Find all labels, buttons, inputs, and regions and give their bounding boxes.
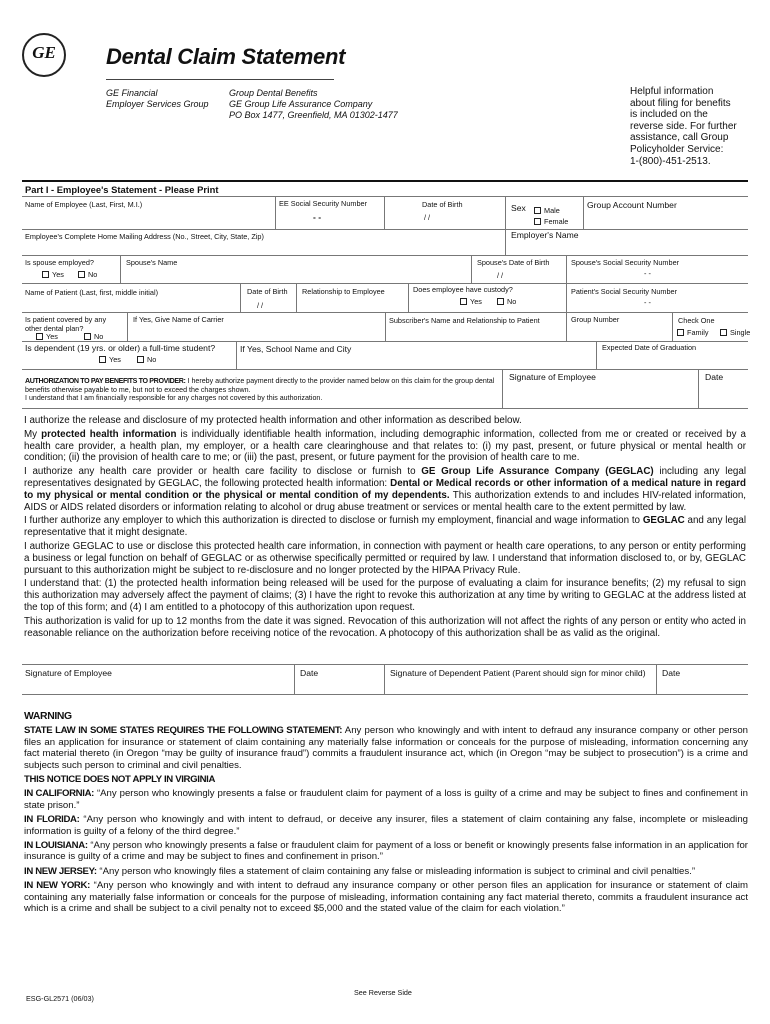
auth-date-label: Date (300, 668, 319, 678)
company-left (106, 88, 209, 110)
company-right-line: GE Group Life Assurance Company (229, 99, 373, 109)
divider (384, 664, 385, 694)
auth-paragraph (24, 429, 746, 464)
form-rule (22, 694, 748, 695)
custody-no-checkbox[interactable] (497, 298, 516, 307)
spouse-dob-slashes: / / (497, 271, 504, 280)
checkbox-box[interactable] (78, 271, 85, 278)
auth-signature-label: Signature of Employee (25, 668, 112, 678)
yes-label: Yes (109, 355, 121, 364)
checkbox-box[interactable] (137, 356, 144, 363)
helpful-line: Policyholder Service: (630, 143, 724, 155)
dependent-yes-checkbox[interactable] (99, 356, 121, 365)
auth-paragraph: I authorize the release and disclosure of my protected health information and other information as described below. (24, 415, 522, 426)
patient-name-label: Name of Patient (Last, first, middle initial) (25, 288, 159, 297)
auth-paragraph (24, 515, 746, 539)
form-rule (22, 229, 748, 230)
text: Any person who knowingly and with intent to defraud any insurance company or other person files an application for insurance or statement of claim containing any materially false information or conceals for the purpose of misleading, information concerning any fact material thereto (in Oregon “may be guilty of insurance fraud”) commits a fraudulent insurance act, which (in Oregon “may be subject to prosecution”) is a crime and subjects such person to criminal and civil penalties. (24, 725, 748, 771)
school-label: If Yes, School Name and City (240, 344, 352, 354)
checkbox-box[interactable] (84, 333, 91, 340)
divider (698, 369, 699, 408)
title-underline (106, 79, 334, 80)
text: and any legal representative that it might designate. (24, 515, 746, 539)
female-label: Female (544, 217, 569, 226)
patient-ssn-label: Patient's Social Security Number (571, 287, 678, 296)
spouse-dob-label: Spouse's Date of Birth (477, 258, 550, 267)
divider (505, 196, 506, 230)
checkbox-box[interactable] (720, 329, 727, 336)
ge-logo-text: GE (32, 43, 56, 62)
text: I further authorize any employer to which this authorization is directed to disclose or furnish my employment, financial and wage information to (24, 515, 643, 527)
auth-paragraph: I authorize GEGLAC to use or disclose this protected health care information, in connection with payment or health care operations, to any person or entity performing a business or legal function on behalf of GEGLAC or as otherwise specifically permitted or required by law. I understand that information disclosed to, or by, GEGLAC pursuant to this authorization might be subject to re-disclosure and no longer protected by the HIPAA Privacy Rule. (24, 540, 746, 576)
company-left-line: GE Financial (106, 88, 158, 98)
text: “Any person who knowingly presents a false or fraudulent claim for payment of a loss or benefit or knowingly presents false information in an application for insurance is guilty of a crime and may be subject to fines and confinement in prison.” (24, 840, 749, 863)
patient-dob-label: Date of Birth (247, 287, 288, 296)
divider (596, 341, 597, 369)
divider (471, 255, 472, 283)
text: “Any person who knowingly and with intent to defraud, or deceive any insurer, files a statement of claim containing any false, incomplete or misleading information is guilty of a felony of the third degree.” (24, 814, 748, 837)
divider (566, 312, 567, 342)
checkbox-box[interactable] (497, 298, 504, 305)
auth-paragraph: I understand that: (1) the protected health information being released will be used for the purpose of evaluating a claim for insurance benefits; (2) my refusal to sign this authorization may adversely affect the payment of claims; (3) I have the right to revoke this authorization at any time by writing to GEGLAC at the address listed at the top of this form; and (4) I am entitled to a photocopy of this authorization upon request. (24, 578, 746, 613)
employee-dob-slashes: / / (424, 213, 431, 222)
spouse-ssn-label: Spouse's Social Security Number (571, 258, 680, 267)
other-dental-line: Is patient covered by any (25, 315, 107, 324)
dependent-date-label: Date (662, 668, 681, 678)
address-label: Employee's Complete Home Mailing Address (No., Street, City, State, Zip) (25, 232, 264, 241)
divider (583, 196, 584, 230)
text: including any legal representatives designated by GEGLAC, the following protected health information: (24, 466, 746, 489)
company-left-line: Employer Services Group (106, 99, 209, 109)
text: is individually identifiable health information, including demographic information, collected from me or created or received by a health care provider, a health plan, my employer, or a health care clearinghouse and that relates to: (i) my past, present, or future physical or mental health or condition; (ii) the provision of health care to me; or (iii) the past, present, or future payment for the provision of health care to me. (24, 428, 746, 464)
divider (672, 312, 673, 342)
part1-title: Part I - Employee's Statement - Please Print (25, 184, 219, 195)
family-label: Family (687, 328, 709, 337)
helpful-line: reverse side. For further (630, 120, 737, 132)
new-york-notice (24, 880, 748, 914)
checkbox-box[interactable] (677, 329, 684, 336)
helpful-info (630, 86, 760, 167)
group-account-label: Group Account Number (587, 200, 677, 210)
warning-paragraph (24, 725, 748, 771)
graduation-label: Expected Date of Graduation (602, 343, 697, 352)
company-right-line: Group Dental Benefits (229, 88, 318, 98)
virginia-notice: THIS NOTICE DOES NOT APPLY IN VIRGINIA (24, 774, 216, 786)
divider (566, 255, 567, 283)
checkbox-box[interactable] (534, 218, 541, 225)
page-title: Dental Claim Statement (106, 44, 346, 69)
auth-paragraph (24, 466, 746, 513)
divider (384, 196, 385, 230)
form-rule (22, 664, 748, 665)
state-label: IN NEW JERSEY: (24, 865, 97, 877)
divider (502, 369, 503, 408)
spouse-no-checkbox[interactable] (78, 271, 97, 280)
helpful-line: assistance, call Group (630, 132, 729, 144)
other-dental-label (25, 316, 106, 333)
form-number: ESG-GL2571 (06/03) (26, 994, 94, 1003)
form-rule (22, 255, 748, 256)
family-checkbox[interactable] (677, 329, 709, 338)
patient-ssn-dashes: - - (644, 298, 651, 307)
state-label: IN FLORIDA: (24, 814, 80, 826)
custody-yes-checkbox[interactable] (460, 298, 482, 307)
single-checkbox[interactable] (720, 329, 750, 338)
divider (294, 664, 295, 694)
florida-notice (24, 814, 748, 837)
text-bold: GEGLAC (642, 515, 685, 527)
state-label: IN CALIFORNIA: (24, 788, 94, 800)
ssn-dashes: - - (313, 212, 322, 222)
other-dental-line: other dental plan? (25, 323, 84, 333)
relationship-label: Relationship to Employee (302, 287, 385, 296)
no-label: No (88, 270, 98, 279)
new-jersey-notice (24, 866, 748, 877)
spouse-ssn-dashes: - - (644, 269, 651, 278)
dependent-label: Is dependent (19 yrs. or older) a full-time student? (25, 343, 216, 353)
part1-top-rule (22, 180, 748, 182)
text-bold: Dental or Medical records or other information of a medical nature in regard to my physical or mental condition or the physical or mental condition of my dependents. (24, 477, 747, 501)
subscriber-label: Subscriber's Name and Relationship to Patient (389, 316, 540, 325)
divider (385, 312, 386, 342)
signature-label: Signature of Employee (509, 372, 596, 382)
divider (656, 664, 657, 694)
female-checkbox[interactable] (534, 218, 568, 227)
form-rule (22, 408, 748, 409)
checkbox-box[interactable] (36, 333, 43, 340)
divider (275, 196, 276, 230)
employee-dob-label: Date of Birth (422, 200, 463, 209)
warning-section (24, 711, 748, 918)
divider (236, 341, 237, 369)
checkbox-box[interactable] (460, 298, 467, 305)
see-reverse-side: See Reverse Side (354, 988, 412, 997)
california-notice (24, 788, 748, 811)
date-label: Date (705, 372, 724, 382)
text-bold: GE Group Life Assurance Company (GEGLAC) (421, 466, 654, 478)
form-rule (22, 341, 748, 342)
check-one-label: Check One (678, 316, 715, 325)
yes-label: Yes (46, 332, 58, 341)
helpful-line: is included on the (630, 109, 708, 121)
sex-label: Sex (511, 203, 526, 213)
form-rule (22, 283, 748, 284)
spouse-employed-label: Is spouse employed? (25, 258, 94, 267)
helpful-line: about filing for benefits (630, 97, 731, 109)
helpful-line: 1-(800)-451-2513. (630, 155, 711, 167)
group-number-label: Group Number (571, 315, 620, 324)
custody-label: Does employee have custody? (413, 285, 513, 294)
auth-pay-text: I hereby authorize payment directly to the provider named below on this claim for the group dental benefits otherwise payable to me, but not to exceed the charges shown. (25, 377, 495, 394)
state-label: IN NEW YORK: (24, 880, 90, 892)
text: This authorization extends to and includes HIV-related information, AIDS or AIDS related disorders or information relating to alcohol or drug abuse treatment or services or mental health care to the extent permitted by law. (24, 489, 746, 513)
warning-title: WARNING (24, 711, 72, 722)
state-label: IN LOUISIANA: (24, 840, 88, 852)
yes-label: Yes (52, 270, 64, 279)
text: My (24, 428, 42, 440)
divider (120, 255, 121, 283)
carrier-label: If Yes, Give Name of Carrier (133, 315, 224, 324)
divider (505, 229, 506, 256)
yes-label: Yes (470, 297, 482, 306)
auth-paragraph: This authorization is valid for up to 12 months from the date it was signed. Revocation of this authorization will not affect the rights of any person or entity who acted in reasonable reliance on the authorization before receiving notice of the revocation. A photocopy of this authorization shall be as valid as the original. (24, 615, 746, 639)
authorization-to-pay (25, 377, 497, 403)
male-checkbox[interactable] (534, 207, 560, 216)
form-rule (22, 369, 748, 370)
spouse-name-label: Spouse's Name (126, 258, 178, 267)
divider (408, 283, 409, 313)
warning-heading: STATE LAW IN SOME STATES REQUIRES THE FOLLOWING STATEMENT: (24, 725, 343, 737)
checkbox-box[interactable] (99, 356, 106, 363)
text: “Any person who knowingly files a statement of claim containing any false or misleading information is subject to criminal and civil penalties.” (96, 865, 696, 877)
checkbox-box[interactable] (534, 207, 541, 214)
divider (296, 283, 297, 313)
divider (566, 283, 567, 313)
authorization-body (24, 415, 746, 641)
employer-name-label: Employer's Name (511, 230, 579, 240)
spouse-yes-checkbox[interactable] (42, 271, 64, 280)
divider (127, 312, 128, 342)
ssn-label: EE Social Security Number (279, 199, 368, 208)
text: “Any person who knowingly presents a false or fraudulent claim for payment of a loss is guilty of a crime and may be subject to fines and confinement in state prison.” (24, 788, 748, 811)
male-label: Male (544, 206, 560, 215)
employee-name-label: Name of Employee (Last, First, M.I.) (25, 200, 143, 209)
text: I authorize any health care provider or health care facility to disclose or furnish to (24, 466, 422, 478)
single-label: Single (730, 328, 751, 337)
dependent-signature-label: Signature of Dependent Patient (Parent should sign for minor child) (390, 668, 646, 678)
company-right (229, 88, 398, 121)
louisiana-notice (24, 840, 748, 863)
auth-pay-heading: AUTHORIZATION TO PAY BENEFITS TO PROVIDER: (25, 377, 186, 385)
divider (240, 283, 241, 313)
no-label: No (507, 297, 517, 306)
ge-logo (22, 33, 66, 77)
patient-dob-slashes: / / (257, 301, 264, 310)
helpful-line: Helpful information (630, 86, 714, 97)
no-label: No (94, 332, 104, 341)
text: “Any person who knowingly and with intent to defraud any insurance company or other person files an application for insurance or statement of claim containing any materially false information or conceals for the purpose of misleading, information containing any fact material thereto, commits a fraudulent insurance act which is a crime and shall be subject to a civil penalty not to exceed $5,000 and the stated value of the claim for each violation.” (24, 880, 748, 915)
auth-pay-text-line3: I understand that I am financially responsible for any charges not covered by this authorization. (25, 394, 323, 403)
company-right-line: PO Box 1477, Greenfield, MA 01302-1477 (229, 110, 398, 120)
checkbox-box[interactable] (42, 271, 49, 278)
text-bold: protected health information (41, 428, 177, 440)
dependent-no-checkbox[interactable] (137, 356, 156, 365)
form-rule (22, 196, 748, 197)
no-label: No (147, 355, 157, 364)
